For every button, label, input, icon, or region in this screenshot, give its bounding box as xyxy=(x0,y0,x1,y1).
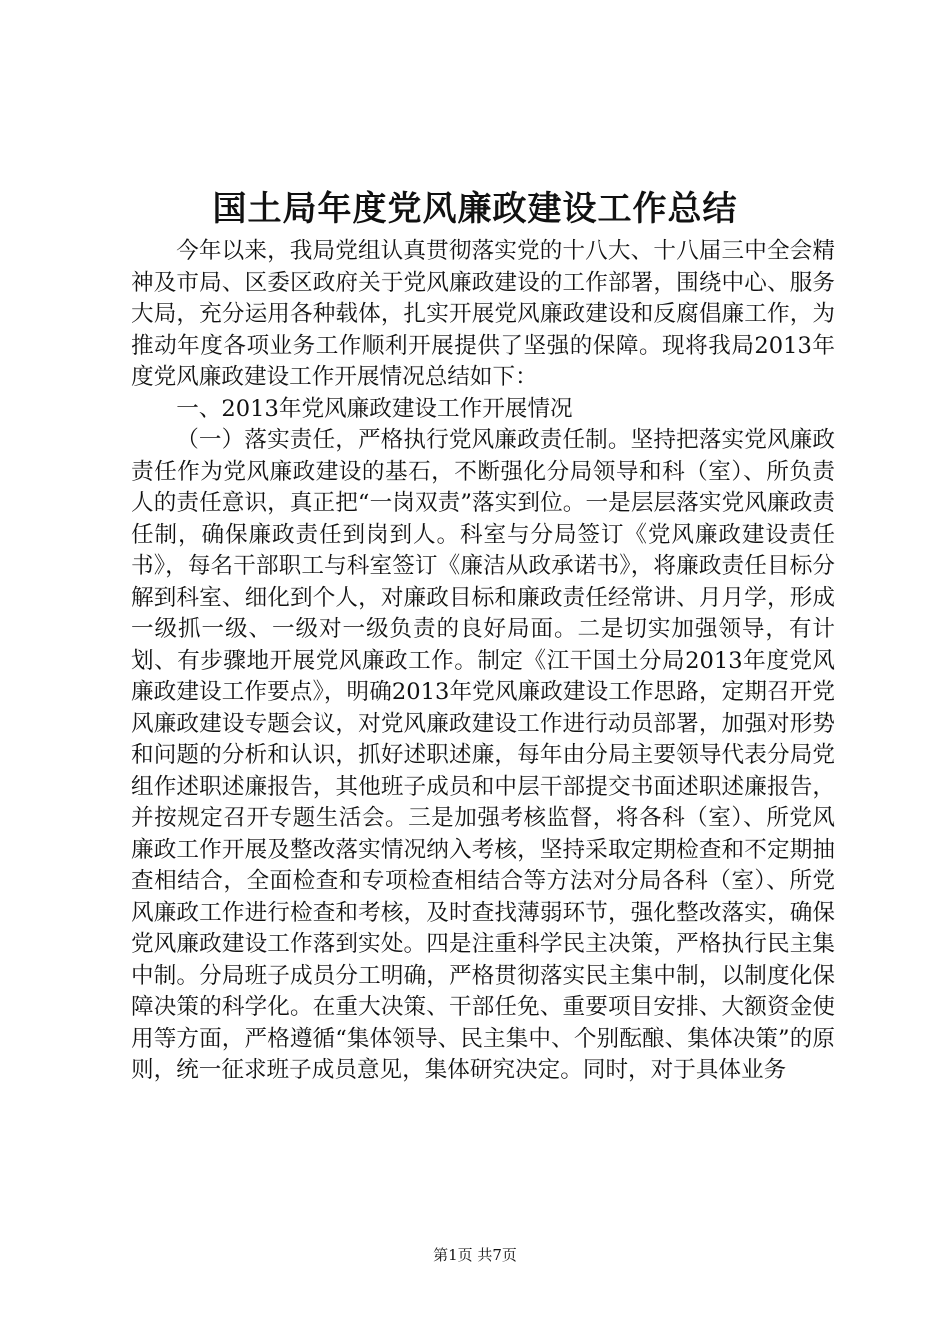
page-footer: 第1页 共7页 xyxy=(433,1246,517,1264)
document-body xyxy=(131,236,835,1087)
intro-paragraph: 今年以来，我局党组认真贯彻落实党的十八大、十八届三中全会精神及市局、区委区政府关于党风廉政建设的工作部署，围绕中心、服务大局，充分运用各种载体，扎实开展党风廉政建设和反腐倡廉工作，为推动年度各项业务工作顺利开展提供了坚强的保障。现将我局2013年度党风廉政建设工作开展情况总结如下： xyxy=(131,238,835,390)
body-paragraph: （一）落实责任，严格执行党风廉政责任制。坚持把落实党风廉政责任作为党风廉政建设的基石，不断强化分局领导和科（室）、所负责人的责任意识，真正把“一岗双责”落实到位。一是层层落实党风廉政责任制，确保廉政责任到岗到人。科室与分局签订《党风廉政建设责任书》，每名干部职工与科室签订《廉洁从政承诺书》，将廉政责任目标分解到科室、细化到个人，对廉政目标和廉政责任经常讲、月月学，形成一级抓一级、一级对一级负责的良好局面。二是切实加强领导，有计划、有步骤地开展党风廉政工作。制定《江干国土分局2013年度党风廉政建设工作要点》，明确2013年党风廉政建设工作思路，定期召开党风廉政建设专题会议，对党风廉政建设工作进行动员部署，加强对形势和问题的分析和认识，抓好述职述廉，每年由分局主要领导代表分局党组作述职述廉报告，其他班子成员和中层干部提交书面述职述廉报告，并按规定召开专题生活会。三是加强考核监督，将各科（室）、所党风廉政工作开展及整改落实情况纳入考核，坚持采取定期检查和不定期抽查相结合，全面检查和专项检查相结合等方法对分局各科（室）、所党风廉政工作进行检查和考核，及时查找薄弱环节，强化整改落实，确保党风廉政建设工作落到实处。四是注重科学民主决策，严格执行民主集中制。分局班子成员分工明确，严格贯彻落实民主集中制，以制度化保障决策的科学化。在重大决策、干部任免、重要项目安排、大额资金使用等方面，严格遵循“集体领导、民主集中、个别酝酿、集体决策”的原则，统一征求班子成员意见，集体研究决定。同时，对于具体业务 xyxy=(131,427,835,1083)
section-heading: 一、2013年党风廉政建设工作开展情况 xyxy=(176,395,573,422)
document-title: 国土局年度党风廉政建设工作总结 xyxy=(212,189,738,229)
